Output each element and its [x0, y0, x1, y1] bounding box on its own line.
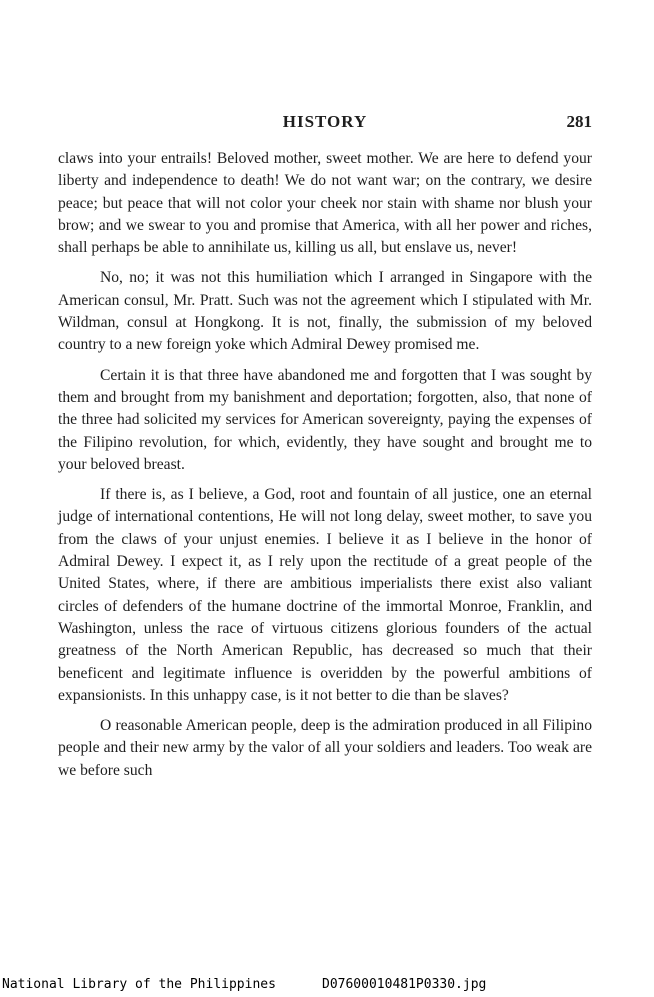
- footer-filename: D07600010481P0330.jpg: [322, 977, 487, 992]
- running-head: [58, 112, 592, 136]
- footer-library-name: National Library of the Philippines: [2, 977, 276, 992]
- scan-footer: [0, 975, 654, 997]
- paragraph: If there is, as I believe, a God, root and fountain of all justice, one an eternal judge of international contentions, He will not long delay, sweet mother, to save you from the claws of your unjust enemies. I believe it as I believe in the honor of Admiral Dewey. I expect it, as I rely upon the rectitude of a great people of the United States, where, if there are ambitious imperialists there exist also valiant circles of defenders of the humane doctrine of the immortal Monroe, Franklin, and Washington, unless the race of virtuous citizens glorious founders of the actual greatness of the North American Republic, has decreased so much that their beneficent and legitimate influence is overidden by the powerful ambitions of expansionists. In this unhappy case, is it not better to die than be slaves?: [58, 486, 592, 704]
- paragraph: Certain it is that three have abandoned me and forgotten that I was sought by them and brought from my banishment and deportation; forgotten, also, that none of the three had solicited my services for American sovereignty, paying the expenses of the Filipino revolution, for which, evidently, they have sought and brought me to your beloved breast.: [58, 366, 592, 473]
- paragraph: O reasonable American people, deep is the admiration produced in all Filipino people and their new army by the valor of all your soldiers and leaders. Too weak are we before such: [58, 717, 592, 779]
- paragraph: No, no; it was not this humiliation which I arranged in Singapore with the American consul, Mr. Pratt. Such was not the agreement which I stipulated with Mr. Wildman, consul at Hongkong. It is not, finally, the submission of my beloved country to a new foreign yoke which Admiral Dewey promised me.: [58, 269, 592, 354]
- running-title: HISTORY: [282, 112, 368, 131]
- page-number: 281: [566, 112, 592, 131]
- body-text: [58, 148, 592, 790]
- paragraph-continuation: claws into your entrails! Beloved mother, sweet mother. We are here to defend your liberty and independence to death! We do not want war; on the contrary, we desire peace; but peace that will not color your cheek nor stain with shame nor blush your brow; and we swear to you and promise that America, with all her power and riches, shall perhaps be able to annihilate us, killing us all, but enslave us, never!: [58, 150, 592, 257]
